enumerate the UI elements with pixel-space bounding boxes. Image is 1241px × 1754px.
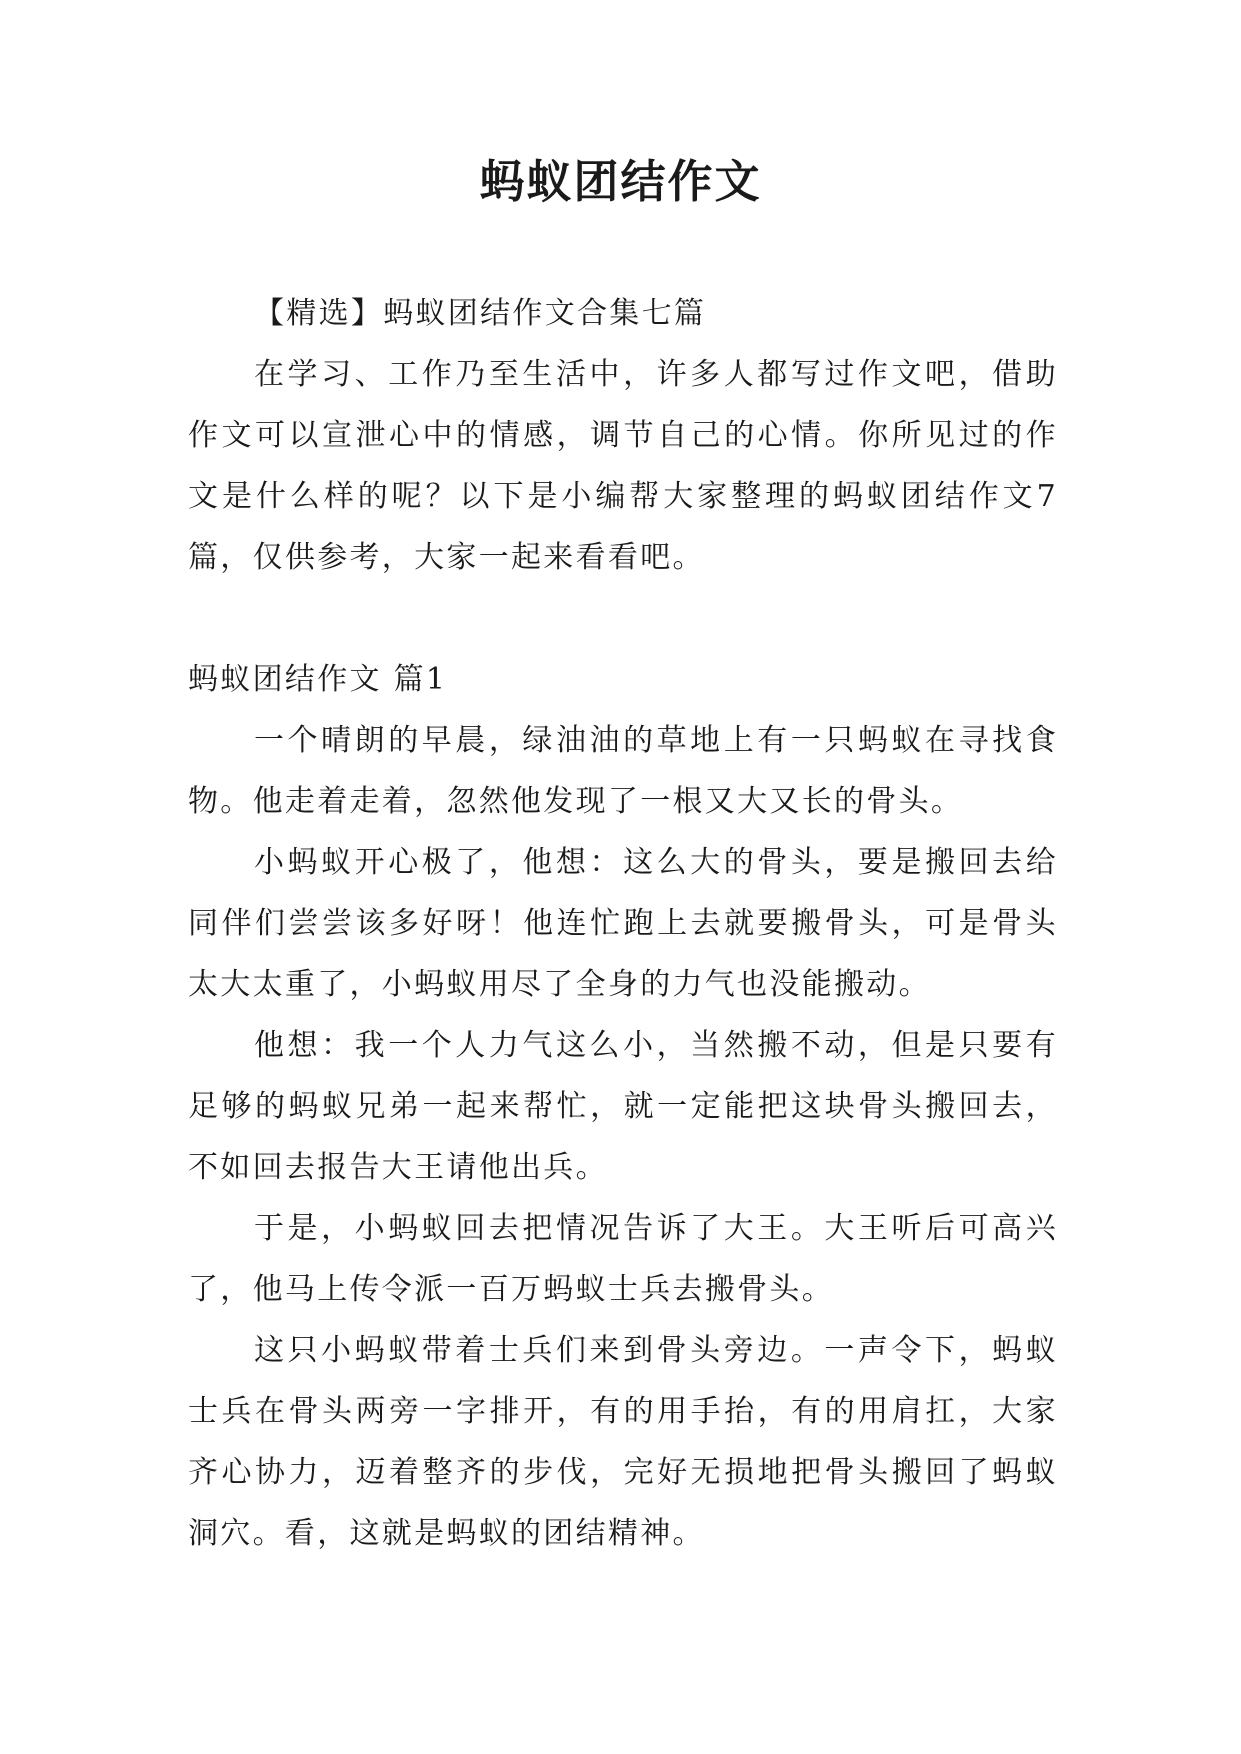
section-paragraph: 这只小蚂蚁带着士兵们来到骨头旁边。一声令下，蚂蚁士兵在骨头两旁一字排开，有的用手抬，有的用肩扛，大家齐心协力，迈着整齐的步伐，完好无损地把骨头搬回了蚂蚁洞穴。看，这就是蚂蚁的团结精神。 <box>188 1333 1058 1551</box>
section-paragraph: 小蚂蚁开心极了，他想：这么大的骨头，要是搬回去给同伴们尝尝该多好呀！他连忙跑上去就要搬骨头，可是骨头太大太重了，小蚂蚁用尽了全身的力气也没能搬动。 <box>188 845 1058 1002</box>
intro-paragraph: 在学习、工作乃至生活中，许多人都写过作文吧，借助作文可以宣泄心中的情感，调节自己的心情。你所见过的作文是什么样的呢？以下是小编帮大家整理的蚂蚁团结作文7篇，仅供参考，大家一起来看看吧。 <box>188 357 1058 575</box>
intro-heading: 【精选】蚂蚁团结作文合集七篇 <box>254 296 707 331</box>
section-paragraph: 于是，小蚂蚁回去把情况告诉了大王。大王听后可高兴了，他马上传令派一百万蚂蚁士兵去搬骨头。 <box>188 1211 1058 1307</box>
section-paragraph: 他想：我一个人力气这么小，当然搬不动，但是只要有足够的蚂蚁兄弟一起来帮忙，就一定能把这块骨头搬回去，不如回去报告大王请他出兵。 <box>188 1028 1058 1185</box>
section-paragraph: 一个晴朗的早晨，绿油油的草地上有一只蚂蚁在寻找食物。他走着走着，忽然他发现了一根又大又长的骨头。 <box>188 723 1058 819</box>
section-heading: 蚂蚁团结作文 篇1 <box>188 662 448 697</box>
section-spacer <box>188 588 1058 649</box>
document-body <box>188 283 1058 1564</box>
document-title: 蚂蚁团结作文 <box>479 155 762 208</box>
